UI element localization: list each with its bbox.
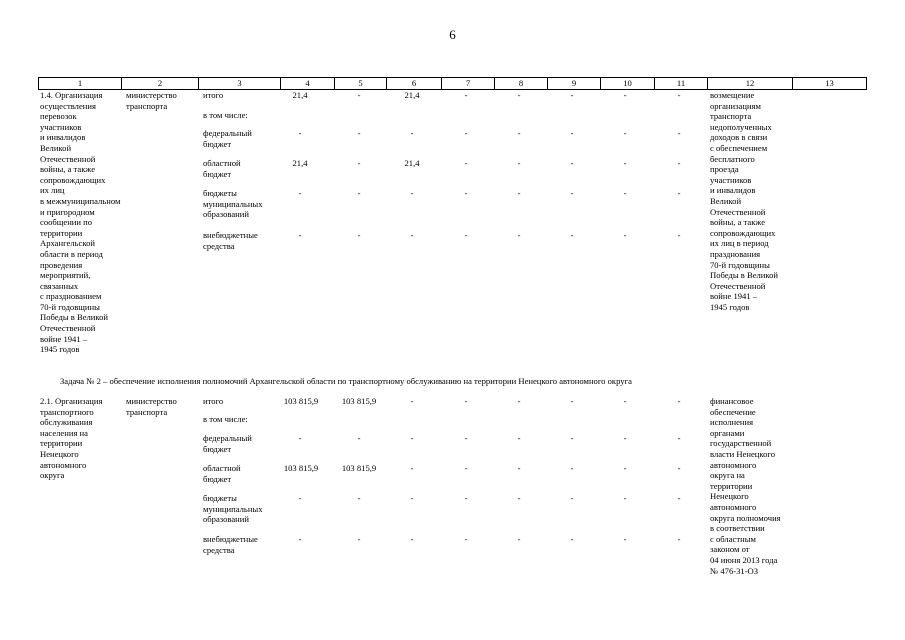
cell-value: - (677, 128, 681, 138)
source-label-municipal: бюджеты муниципальных образований (203, 493, 263, 525)
cell-value: - (464, 128, 468, 138)
cell-value: - (298, 188, 302, 198)
cell-value: - (410, 433, 414, 443)
column-header-3: 3 (199, 78, 281, 89)
cell-value: - (298, 128, 302, 138)
cell-value: - (357, 433, 361, 443)
cell-value: 103 815,9 (341, 396, 377, 406)
cell-value: - (410, 128, 414, 138)
cell-value: - (298, 230, 302, 240)
cell-value: - (357, 230, 361, 240)
cell-value: - (570, 493, 574, 503)
cell-value: 103 815,9 (341, 463, 377, 473)
cell-value: - (410, 493, 414, 503)
measure-name-2-1: 2.1. Организация транспортного обслуживания населения на территории Ненецкого автономного округа (40, 396, 103, 481)
cell-value: - (517, 396, 521, 406)
cell-value: - (570, 534, 574, 544)
source-label-regional: областной бюджет (203, 463, 241, 484)
cell-value: - (410, 396, 414, 406)
column-header-2: 2 (122, 78, 199, 89)
cell-value: - (570, 158, 574, 168)
cell-value: - (570, 396, 574, 406)
cell-value: - (623, 433, 627, 443)
cell-value: - (570, 188, 574, 198)
cell-value: - (464, 188, 468, 198)
cell-value: - (464, 230, 468, 240)
cell-value: 103 815,9 (283, 396, 319, 406)
cell-value: - (677, 188, 681, 198)
task-2-heading: Задача № 2 – обеспечение исполнения полномочий Архангельской области по транспортному обслуживанию на территории Ненецкого автономного округа (60, 376, 632, 386)
column-header-12: 12 (708, 78, 793, 89)
cell-value: - (298, 433, 302, 443)
cell-value: - (570, 128, 574, 138)
cell-value: - (677, 396, 681, 406)
column-number-header (38, 77, 867, 90)
cell-value: - (623, 493, 627, 503)
cell-value: - (464, 463, 468, 473)
cell-value: - (677, 433, 681, 443)
source-label-extrabudgetary: внебюджетные средства (203, 230, 258, 251)
cell-value: - (677, 158, 681, 168)
cell-value: 21,4 (404, 90, 420, 100)
source-label-including: в том числе: (203, 110, 248, 120)
source-label-including: в том числе: (203, 414, 248, 424)
cell-value: - (570, 230, 574, 240)
cell-value: - (357, 90, 361, 100)
cell-value: - (517, 493, 521, 503)
cell-value: - (570, 90, 574, 100)
column-header-9: 9 (548, 78, 601, 89)
cell-value: - (464, 158, 468, 168)
cell-value: - (517, 230, 521, 240)
column-header-6: 6 (387, 78, 442, 89)
cell-value: - (623, 188, 627, 198)
cell-value: - (677, 230, 681, 240)
cell-value: - (623, 396, 627, 406)
cell-value: - (517, 188, 521, 198)
cell-value: - (677, 463, 681, 473)
cell-value: - (464, 396, 468, 406)
cell-value: - (517, 128, 521, 138)
cell-value: - (623, 128, 627, 138)
cell-value: - (623, 230, 627, 240)
expected-result-2-1: финансовое обеспечение исполнения органами государственной власти Ненецкого автономного округа на территории Ненецкого автономного округа полномочия в соответствии с областным законом от 04 июня 2013 года № 476-31-ОЗ (710, 396, 781, 576)
source-label-total: итого (203, 90, 224, 100)
cell-value: 21,4 (404, 158, 420, 168)
cell-value: - (677, 493, 681, 503)
column-header-11: 11 (655, 78, 708, 89)
cell-value: - (357, 534, 361, 544)
column-header-1: 1 (39, 78, 122, 89)
cell-value: 21,4 (292, 158, 308, 168)
cell-value: - (410, 463, 414, 473)
cell-value: - (517, 90, 521, 100)
source-label-municipal: бюджеты муниципальных образований (203, 188, 263, 220)
source-label-federal: федеральный бюджет (203, 433, 252, 454)
cell-value: - (623, 463, 627, 473)
measure-name-1-4: 1.4. Организация осуществления перевозок участников и инвалидов Великой Отечественной войны, а также сопровождающих их лиц в межмуниципальном и пригородном сообщении по территории Архангельской области в период проведения мероприятий, связанных с празднованием 70-й годовщины Победы в Великой Отечественной войне 1941 – 1945 годов (40, 90, 121, 355)
cell-value: - (570, 433, 574, 443)
cell-value: - (517, 463, 521, 473)
cell-value: - (517, 158, 521, 168)
cell-value: - (357, 158, 361, 168)
expected-result-1-4: возмещение организациям транспорта недополученных доходов в связи с обеспечением бесплатного проезда участников и инвалидов Великой Отечественной войны, а также сопровождающих их лиц в период празднования 70-й годовщины Победы в Великой Отечественной войне 1941 – 1945 годов (710, 90, 779, 312)
column-header-13: 13 (793, 78, 867, 89)
cell-value: - (298, 493, 302, 503)
column-header-10: 10 (601, 78, 655, 89)
source-label-federal: федеральный бюджет (203, 128, 252, 149)
column-header-5: 5 (335, 78, 387, 89)
executor-2-1: министерство транспорта (126, 396, 177, 417)
cell-value: - (357, 493, 361, 503)
cell-value: - (357, 128, 361, 138)
page-number: 6 (449, 27, 456, 42)
cell-value: - (677, 534, 681, 544)
cell-value: - (623, 158, 627, 168)
cell-value: - (464, 90, 468, 100)
cell-value: - (517, 534, 521, 544)
cell-value: 21,4 (292, 90, 308, 100)
cell-value: - (464, 534, 468, 544)
cell-value: - (623, 534, 627, 544)
source-label-regional: областной бюджет (203, 158, 241, 179)
source-label-extrabudgetary: внебюджетные средства (203, 534, 258, 555)
cell-value: - (677, 90, 681, 100)
column-header-8: 8 (495, 78, 548, 89)
cell-value: - (623, 90, 627, 100)
cell-value: - (410, 188, 414, 198)
cell-value: - (298, 534, 302, 544)
cell-value: - (410, 534, 414, 544)
column-header-4: 4 (281, 78, 335, 89)
source-label-total: итого (203, 396, 224, 406)
column-header-7: 7 (442, 78, 495, 89)
cell-value: - (357, 188, 361, 198)
cell-value: - (517, 433, 521, 443)
cell-value: - (570, 463, 574, 473)
cell-value: 103 815,9 (283, 463, 319, 473)
executor-1-4: министерство транспорта (126, 90, 177, 111)
cell-value: - (464, 493, 468, 503)
cell-value: - (464, 433, 468, 443)
cell-value: - (410, 230, 414, 240)
